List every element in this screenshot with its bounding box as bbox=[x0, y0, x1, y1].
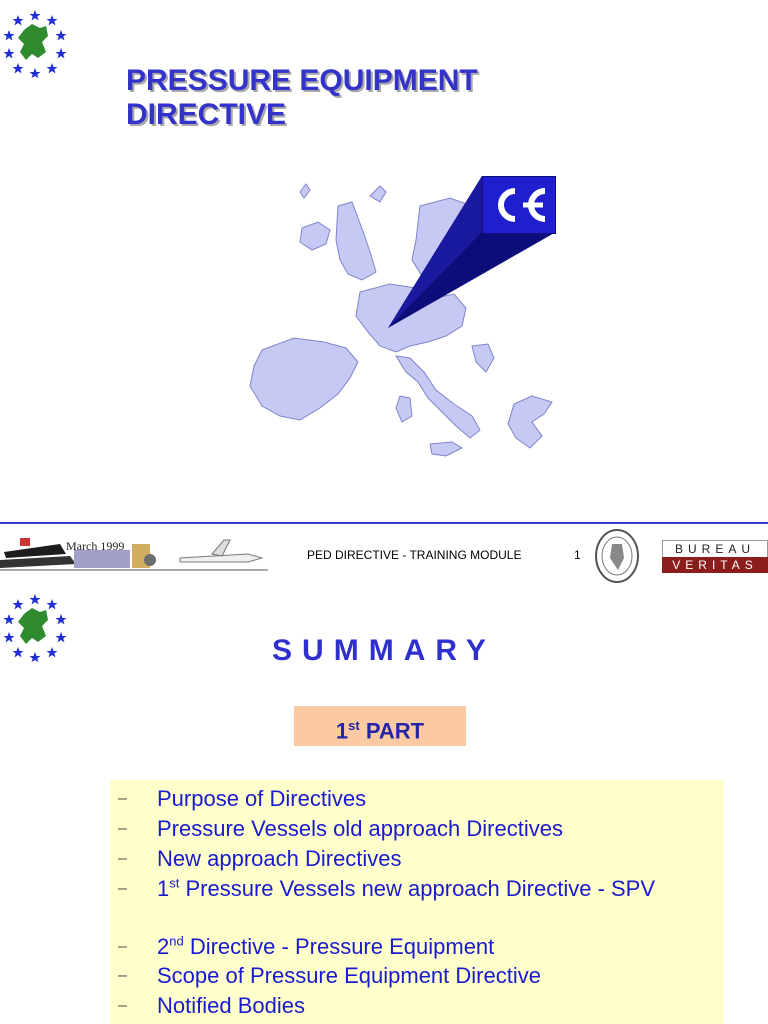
list-item-text: Scope of Pressure Equipment Directive bbox=[157, 963, 541, 988]
list-item bbox=[110, 844, 724, 874]
list-item bbox=[110, 814, 724, 844]
industry-illustration-icon bbox=[0, 530, 268, 572]
list-dash: – bbox=[118, 938, 127, 955]
ce-mark-icon bbox=[482, 176, 556, 234]
bureau-veritas-seal-icon bbox=[594, 528, 640, 584]
footer-title: PED DIRECTIVE - TRAINING MODULE bbox=[307, 548, 522, 562]
list-item-text: Notified Bodies bbox=[157, 993, 305, 1018]
part-label bbox=[294, 706, 466, 746]
list-item bbox=[110, 784, 724, 814]
part-number: 1 bbox=[335, 718, 349, 744]
list-dash: – bbox=[118, 820, 127, 837]
list-item bbox=[110, 991, 724, 1021]
bureau-veritas-logo bbox=[662, 540, 768, 573]
brand-top: BUREAU bbox=[662, 540, 768, 557]
footer-divider bbox=[0, 522, 768, 524]
list-item bbox=[110, 932, 724, 962]
footer-date: March 1999 bbox=[66, 539, 125, 553]
eu-stars-logo-icon bbox=[2, 8, 68, 78]
list-item-text: New approach Directives bbox=[157, 846, 402, 871]
slide-title-line1: PRESSURE EQUIPMENT bbox=[126, 64, 478, 97]
brand-bottom: VERITAS bbox=[662, 557, 768, 573]
list-item bbox=[110, 874, 724, 904]
part-ordinal: st bbox=[348, 718, 360, 733]
list-dash: – bbox=[118, 880, 127, 897]
list-item-text: Pressure Vessels old approach Directives bbox=[157, 816, 563, 841]
list-item-text: 2nd Directive - Pressure Equipment bbox=[157, 933, 495, 959]
list-dash: – bbox=[118, 850, 127, 867]
list-dash: – bbox=[118, 997, 127, 1014]
summary-list bbox=[110, 780, 724, 1024]
part-word: PART bbox=[359, 718, 425, 744]
summary-title: SUMMARY bbox=[272, 634, 496, 667]
list-dash: – bbox=[118, 967, 127, 984]
list-item-text: 1st Pressure Vessels new approach Directive - SPV bbox=[157, 875, 656, 901]
list-item-text: Purpose of Directives bbox=[157, 786, 367, 811]
footer-page-number: 1 bbox=[574, 548, 581, 562]
list-item bbox=[110, 961, 724, 991]
list-dash: – bbox=[118, 790, 127, 807]
slide-title bbox=[126, 64, 606, 132]
slide-title-line2: DIRECTIVE bbox=[126, 98, 287, 131]
